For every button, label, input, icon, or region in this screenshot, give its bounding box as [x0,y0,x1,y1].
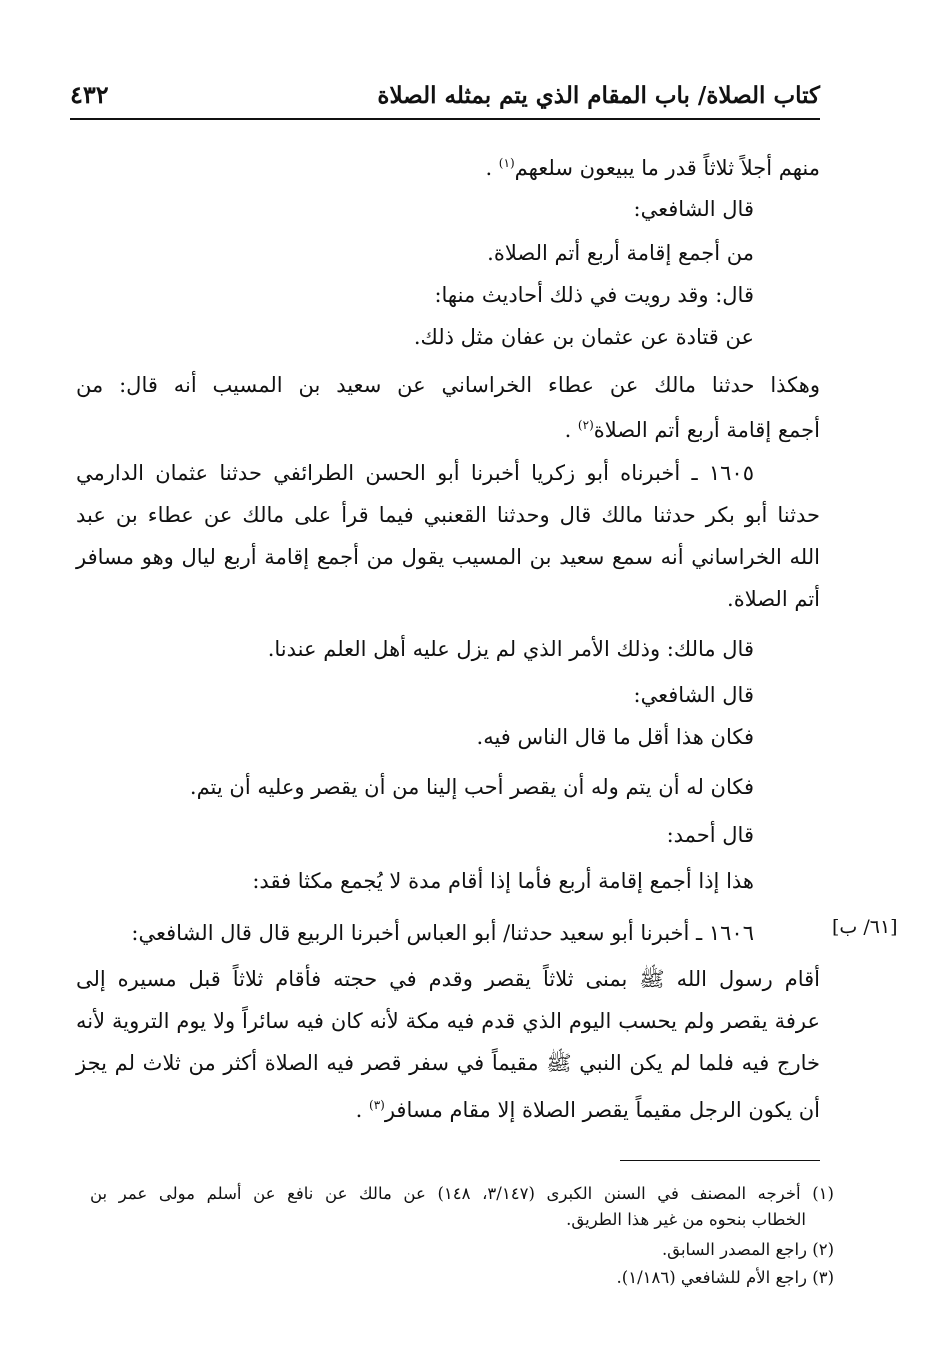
footnote-mark: (٢) [577,418,594,432]
footnote-separator [620,1160,820,1161]
text-line: فكان هذا أقل ما قال الناس فيه. [476,725,754,749]
manuscript-folio-ref: [٦١/ ب] [832,916,898,938]
text-line: قال الشافعي: [633,683,754,707]
text-line: وهكذا حدثنا مالك عن عطاء الخراساني عن سعيد بن المسيب أنه قال: من [76,373,820,397]
text-line: قال: وقد رويت في ذلك أحاديث منها: [434,283,754,307]
header-title: كتاب الصلاة/ باب المقام الذي يتم بمثله الصلاة [377,82,820,109]
text-line: منهم أجلاً ثلاثاً قدر ما يبيعون سلعهم$^{(١)}$ . [485,156,820,180]
text-line: أتم الصلاة. [727,587,820,611]
text-line: أجمع إقامة أربع أتم الصلاة$^{(٢)}$ . [564,418,820,442]
text-line: من أجمع إقامة أربع أتم الصلاة. [487,241,754,265]
text-line: فكان له أن يتم وله أن يقصر أحب إلينا من أن يقصر وعليه أن يتم. [189,775,754,799]
text-line: هذا إذا أجمع إقامة أربع فأما إذا أقام مدة لا يُجمع مكثا فقد: [252,869,754,893]
page-number: ٤٣٢ [70,80,109,109]
text-line: حدثنا أبو بكر حدثنا مالك قال وحدثنا القعنبي فيما قرأ على مالك عن عطاء بن عبد [76,503,820,527]
text-line: أن يكون الرجل مقيماً يقصر الصلاة إلا مقام مسافر$^{(٣)}$ . [355,1098,820,1122]
text-line: قال مالك: وذلك الأمر الذي لم يزل عليه أهل العلم عندنا. [267,637,754,661]
footnote-1-continued: الخطاب بنحوه من غير هذا الطريق. [566,1210,806,1229]
footnote-1: (١) أخرجه المصنف في السنن الكبرى (٣/١٤٧، ١٤٨) عن مالك عن نافع عن أسلم مولى عمر بن [90,1184,834,1203]
text-line: قال أحمد: [666,823,754,847]
hadith-1606-line: ١٦٠٦ ـ أخبرنا أبو سعيد حدثنا/ أبو العباس أخبرنا الربيع قال قال الشافعي: [131,921,754,945]
text-line: عرفة يقصر ولم يحسب اليوم الذي قدم فيه مكة لأنه كان فيه سائراً ولا يوم التروية لأنه [76,1009,820,1033]
footnote-2: (٢) راجع المصدر السابق. [661,1240,834,1259]
text-line: عن قتادة عن عثمان بن عفان مثل ذلك. [413,325,754,349]
footnote-mark: (١) [498,156,515,170]
text-line: قال الشافعي: [633,197,754,221]
footnote-mark: (٣) [369,1098,385,1112]
footnote-3: (٣) راجع الأم للشافعي (١/١٨٦). [616,1268,834,1287]
text-line: أقام رسول الله ﷺ بمنى ثلاثاً يقصر وقدم في حجته فأقام ثلاثاً قبل مسيره إلى [76,967,820,991]
text-line: الله الخراساني أنه سمع سعيد بن المسيب يقول من أجمع إقامة أربع ليال وهو مسافر [76,545,820,569]
hadith-1605-line: ١٦٠٥ ـ أخبرناه أبو زكريا أخبرنا أبو الحسن الطرائفي حدثنا عثمان الدارمي [76,461,754,485]
running-header [70,78,820,120]
text-line: خارج فيه فلما لم يكن النبي ﷺ مقيماً في سفر قصر فيه الصلاة أكثر من ثلاث لم يجز [76,1051,820,1075]
